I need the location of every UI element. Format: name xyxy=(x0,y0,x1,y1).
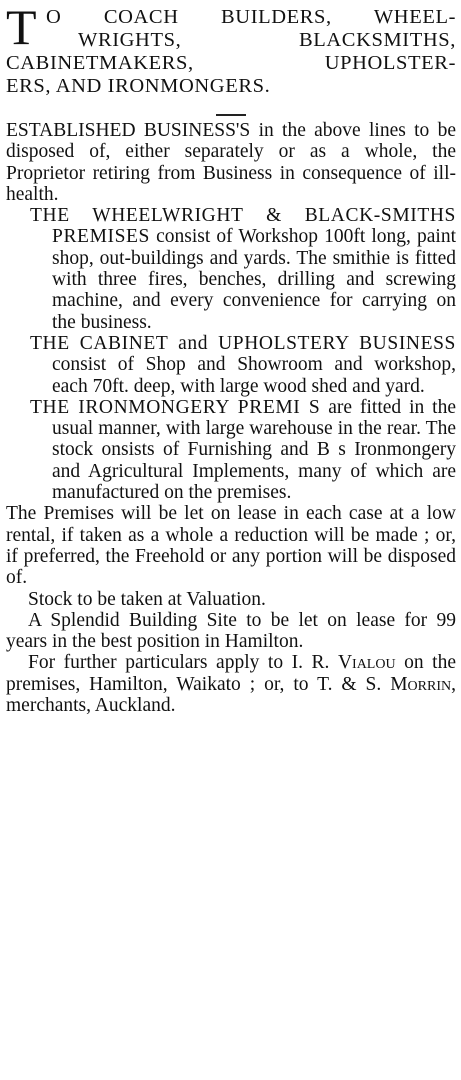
lease-paragraph: The Premises will be let on lease in each case at a low rental, if taken as a whole a reduction will be made ; or, if preferred, the Freehold or any portion will be disposed of. xyxy=(6,503,456,589)
contact-tail: , merchants, Auckland. xyxy=(6,673,456,717)
intro-paragraph: ESTABLISHED BUSINESS'S in the above lines to be disposed of, either separately or as a whole, the Proprietor retiring from Business in consequence of ill-health. xyxy=(6,120,456,205)
contact-name: Vialou xyxy=(337,652,396,674)
divider-rule xyxy=(216,114,246,116)
stock-paragraph: Stock to be taken at Valuation. xyxy=(28,588,266,610)
section-title: THE CABINET and UPHOLSTERY BUSINESS xyxy=(30,332,456,354)
drop-cap: T xyxy=(6,0,38,55)
site-paragraph: A Splendid Building Site to be let on lease for 99 years in the best position in Hamilton. xyxy=(6,609,456,653)
heading-line-1: O COACH BUILDERS, WHEEL- xyxy=(46,6,456,28)
section-text: consist of Shop and Showroom and workshop, each 70ft. deep, with large wood shed and yard. xyxy=(52,354,456,397)
heading-line-3: CABINETMAKERS, UPHOLSTER- xyxy=(6,52,456,74)
contact-mid: on the premises, Hamilton, Waikato ; or, to T. & S. xyxy=(6,652,457,695)
heading-line-2: WRIGHTS, BLACKSMITHS, xyxy=(78,29,456,51)
contact-paragraph xyxy=(6,652,456,716)
advert-heading xyxy=(6,0,456,98)
heading-line-4: ERS, AND IRONMONGERS. xyxy=(6,75,271,97)
advert-body xyxy=(6,120,456,716)
advertisement xyxy=(6,0,457,717)
section-title: THE IRONMONGERY PREMI S xyxy=(30,396,321,418)
section-wheelwright xyxy=(6,205,456,333)
section-title: THE WHEELWRIGHT & BLACK-SMITHS PREMISES xyxy=(30,205,456,248)
section-cabinet xyxy=(6,333,456,397)
section-text: consist of Workshop 100ft long, paint shop, out-buildings and yards. The smithie is fitted with three fires, benches, drilling and screwing machine, and every convenience for carrying on the business. xyxy=(52,226,456,333)
section-text: are fitted in the usual manner, with large warehouse in the rear. The stock onsists of Furnishing and B s Ironmongery and Agricultural Implements, many of which are manufactured on the premises. xyxy=(52,396,456,504)
contact-lead: For further particulars apply to I. R. xyxy=(28,652,330,674)
section-ironmongery xyxy=(6,397,456,503)
contact-firm: Morrin xyxy=(390,673,452,695)
